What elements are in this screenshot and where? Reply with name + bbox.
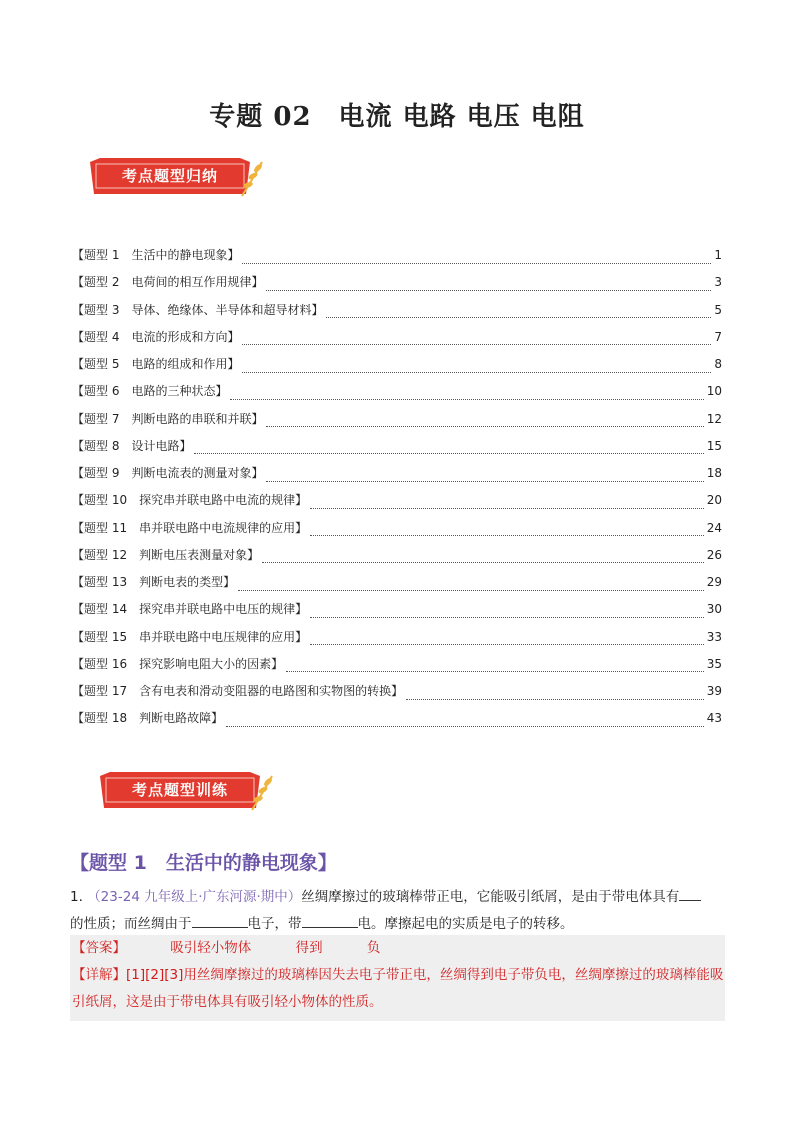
section-heading: 【题型 1 生活中的静电现象】 (70, 852, 337, 874)
toc-row[interactable]: 【题型 7 判断电路的串联和并联】 12 (72, 411, 722, 426)
question-number: 1. (70, 889, 83, 905)
page-title: 专题 02 电流 电路 电压 电阻 (209, 102, 585, 132)
summary-banner (90, 158, 270, 194)
toc-row[interactable]: 【题型 17 含有电表和滑动变阻器的电路图和实物图的转换】 39 (72, 684, 722, 698)
toc-row[interactable]: 【题型 10 探究串并联电路中电流的规律】 20 (72, 493, 722, 508)
answer-row (70, 935, 725, 962)
toc-row[interactable]: 【题型 15 串并联电路中电压规律的应用】 33 (72, 629, 722, 644)
explain-text: [1][2][3]用丝绸摩擦过的玻璃棒因失去电子带正电，丝绸得到电子带负电，丝绸摩擦过的玻璃棒能吸引纸屑，这是由于带电体具有吸引轻小物体的性质。 (72, 967, 724, 1010)
question-text: 丝绸摩擦过的玻璃棒带正电，它能吸引纸屑，是由于带电体具有 (301, 889, 680, 905)
toc-row[interactable]: 【题型 8 设计电路】 15 (72, 438, 722, 453)
answer-item: 得到 (295, 940, 323, 956)
summary-banner-label: 考点题型归纳 (121, 167, 218, 185)
table-of-contents (72, 246, 722, 737)
answer-blank[interactable] (192, 913, 248, 928)
answer-tag: 【答案】 (72, 940, 126, 956)
explain-tag: 【详解】 (72, 967, 126, 983)
toc-row[interactable]: 【题型 5 电路的组成和作用】 8 (72, 357, 722, 371)
answer-box (70, 935, 725, 1021)
toc-row[interactable]: 【题型 4 电流的形成和方向】 7 (72, 329, 722, 344)
toc-row[interactable]: 【题型 11 串并联电路中电流规律的应用】 24 (72, 520, 722, 535)
toc-row[interactable]: 【题型 12 判断电压表测量对象】 26 (72, 547, 722, 562)
leaf-icon (248, 772, 276, 812)
toc-row[interactable]: 【题型 1 生活中的静电现象】 1 (72, 248, 722, 262)
toc-row[interactable]: 【题型 14 探究串并联电路中电压的规律】 30 (72, 602, 722, 617)
training-banner (100, 772, 280, 808)
toc-row[interactable]: 【题型 16 探究影响电阻大小的因素】 35 (72, 656, 722, 671)
answer-blank[interactable] (302, 913, 358, 928)
toc-row[interactable]: 【题型 18 判断电路故障】 43 (72, 711, 722, 726)
answer-item: 负 (366, 940, 381, 956)
question-1: 1. （23-24 九年级上·广东河源·期中）丝绸摩擦过的玻璃棒带正电，它能吸引纸屑，是由于带电体具有 的性质；而丝绸由于 电子，带 电。摩擦起电的实质是电子的转移。 (70, 884, 725, 938)
toc-row[interactable]: 【题型 9 判断电流表的测量对象】 18 (72, 466, 722, 480)
toc-row[interactable]: 【题型 13 判断电表的类型】 29 (72, 575, 722, 589)
toc-row[interactable]: 【题型 3 导体、绝缘体、半导体和超导材料】 5 (72, 302, 722, 317)
answer-blank[interactable] (679, 886, 701, 901)
toc-row[interactable]: 【题型 2 电荷间的相互作用规律】 3 (72, 275, 722, 290)
explain-row (70, 962, 725, 1016)
question-source: （23-24 九年级上·广东河源·期中） (87, 889, 302, 905)
toc-row[interactable]: 【题型 6 电路的三种状态】 10 (72, 384, 722, 399)
training-banner-label: 考点题型训练 (131, 781, 228, 799)
leaf-icon (238, 158, 266, 198)
answer-item: 吸引轻小物体 (170, 940, 252, 956)
